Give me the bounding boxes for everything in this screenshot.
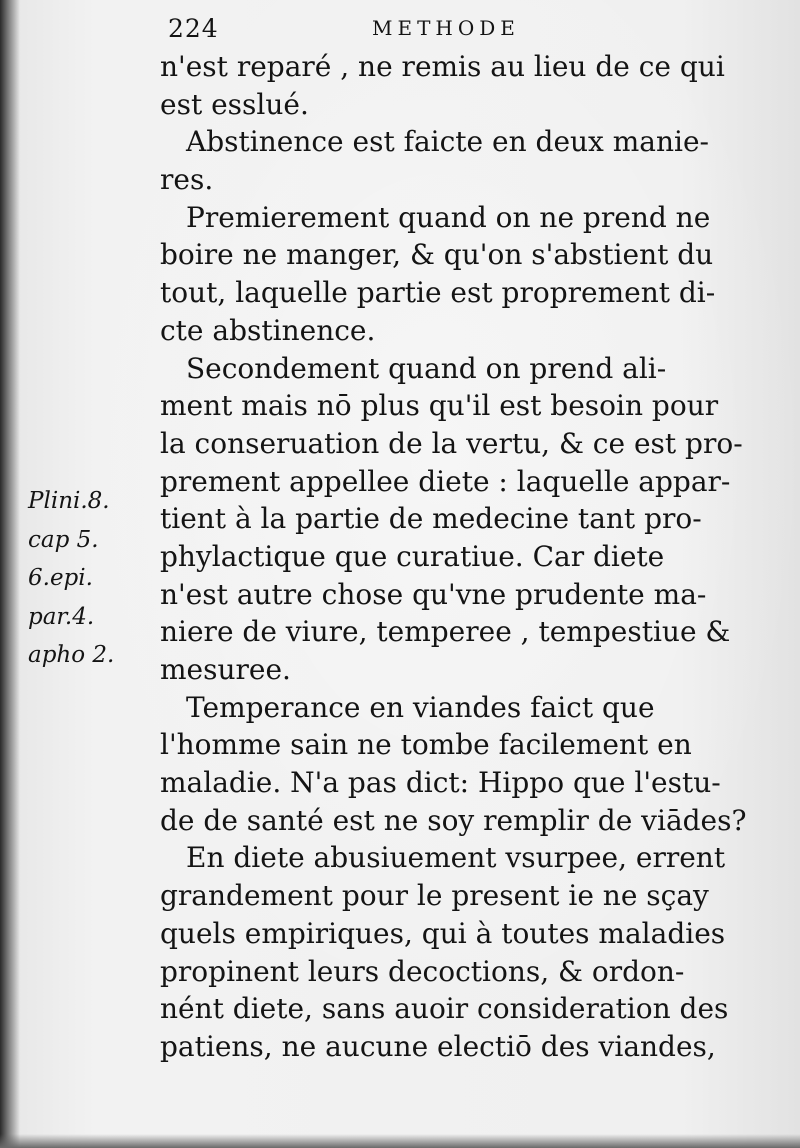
text-line: niere de viure, temperee , tempestiue & xyxy=(160,615,731,649)
text-line: En diete abusiuement vsurpee, errent xyxy=(186,841,726,875)
text-line: patiens, ne aucune electiō des viandes, xyxy=(160,1029,716,1063)
text-line: res. xyxy=(160,163,214,197)
text-line: tient à la partie de medecine tant pro- xyxy=(160,502,702,536)
text-line: ment mais nō plus qu'il est besoin pour xyxy=(160,389,719,423)
margin-note: apho 2. xyxy=(28,642,115,668)
text-line: mesuree. xyxy=(160,653,291,686)
margin-note: cap 5. xyxy=(28,526,99,553)
text-line: phylactique que curatiue. Car diete xyxy=(160,539,665,573)
text-line: Abstinence est faicte en deux manie- xyxy=(186,125,710,159)
text-line: grandement pour le present ie ne sçay xyxy=(160,879,709,913)
margin-note: Plini.8. xyxy=(28,488,110,514)
text-line: nént diete, sans auoir consideration des xyxy=(160,992,729,1026)
margin-note: 6.epi. xyxy=(28,565,93,591)
page-number: 224 xyxy=(168,14,219,43)
text-line: Temperance en viandes faict que xyxy=(186,690,655,724)
text-line: la conseruation de la vertu, & ce est pro- xyxy=(160,426,743,460)
page-gutter-shadow xyxy=(0,0,20,1148)
text-line: l'homme sain ne tombe facilement en xyxy=(160,728,692,762)
text-line: quels empiriques, qui à toutes maladies xyxy=(160,916,726,950)
text-line: est esslué. xyxy=(160,87,309,121)
text-line: de de santé est ne soy remplir de viādes? xyxy=(160,803,747,837)
text-line: cte abstinence. xyxy=(160,313,376,347)
text-line: prement appellee diete : laquelle appar- xyxy=(160,464,731,498)
text-line: propinent leurs decoctions, & ordon- xyxy=(160,954,685,988)
text-line: n'est autre chose qu'vne prudente ma- xyxy=(160,577,707,611)
margin-note: par.4. xyxy=(28,603,95,630)
text-line: tout, laquelle partie est proprement di- xyxy=(160,276,716,310)
body-text xyxy=(160,48,760,1066)
text-line: Secondement quand on prend ali- xyxy=(186,351,667,385)
running-title: METHODE xyxy=(372,16,520,40)
text-line: boire ne manger, & qu'on s'abstient du xyxy=(160,238,714,272)
text-line: Premierement quand on ne prend ne xyxy=(186,200,711,234)
text-line: maladie. N'a pas dict: Hippo que l'estu- xyxy=(160,766,721,800)
page-bottom-shadow xyxy=(0,1134,800,1148)
margin-notes xyxy=(28,482,150,675)
running-head xyxy=(168,14,564,50)
text-line: n'est reparé , ne remis au lieu de ce qui xyxy=(160,50,725,83)
